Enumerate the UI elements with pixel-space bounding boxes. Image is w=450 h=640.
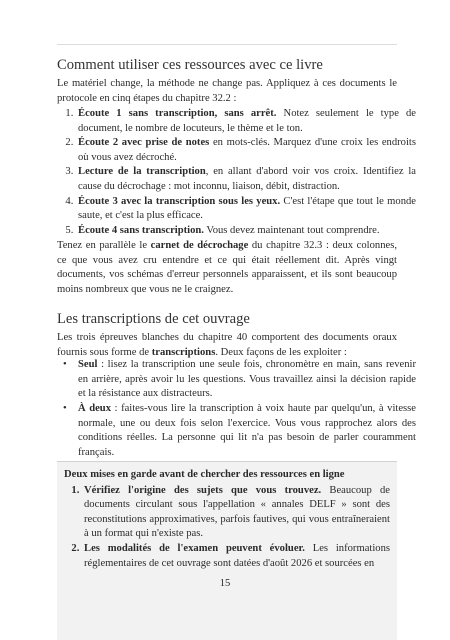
- step-item: 5. Écoute 4 sans transcription. Vous devez maintenant tout comprendre.: [76, 224, 416, 239]
- notebook-paragraph: Tenez en parallèle le carnet de décrochage du chapitre 32.3 : deux colonnes, ce que vous avez cru entendre et ce qui était réellement dit. Après vingt documents, vos schémas d'erreur personnels apparaissent, et ils sont beaucoup moins nombreux que vous ne le craignez.: [57, 240, 397, 295]
- top-rule: [57, 44, 397, 45]
- bullet-icon: •: [63, 403, 67, 415]
- page-number: 15: [219, 578, 231, 589]
- warning-box-title: Deux mises en garde avant de chercher des ressources en ligne: [64, 469, 345, 480]
- transcriptions-intro: Les trois épreuves blanches du chapitre 40 comportent des documents oraux fournis sous forme de transcriptions. Deux façons de les exploiter :: [57, 332, 397, 358]
- warning-item: 2. Les modalités de l'examen peuvent évoluer. Les informations réglementaires de cet ouvrage sont datées d'août 2026 et sourcées en: [82, 542, 390, 571]
- steps-list: [57, 107, 416, 238]
- usage-list: [57, 358, 416, 461]
- list-item: • À deux : faites-vous lire la transcription à voix haute par quelqu'un, à vitesse normale, une ou deux fois selon l'exercice. Vous vous rapprochez alors des conditions réelles. La personne qui lit n'a pas besoin de parler couramment français.: [63, 403, 416, 459]
- intro-paragraph: Le matériel change, la méthode ne change pas. Appliquez à ces documents le protocole en cinq étapes du chapitre 32.2 :: [57, 78, 397, 104]
- step-item: 4. Écoute 3 avec la transcription sous les yeux. C'est l'étape que tout le monde saute, et c'est la plus efficace.: [76, 195, 416, 224]
- step-item: 1. Écoute 1 sans transcription, sans arrêt. Notez seulement le type de document, le nombre de locuteurs, le thème et le ton.: [76, 107, 416, 136]
- warning-item: 1. Vérifiez l'origine des sujets que vous trouvez. Beaucoup de documents circulant sous l'appellation « annales DELF » sont des reconstitutions approximatives, parfois fautives, qui vous entraîneraient à un format qui n'existe pas.: [82, 484, 390, 542]
- bullet-icon: •: [63, 359, 67, 370]
- step-item: 2. Écoute 2 avec prise de notes en mots-clés. Marquez d'une croix les endroits où vous avez décroché.: [76, 136, 416, 165]
- warning-box: [57, 461, 397, 640]
- warning-list: [57, 484, 397, 572]
- list-item: • Seul : lisez la transcription une seule fois, chronomètre en main, sans revenir en arrière, après avoir lu les questions. Vous travaillez ainsi la décision rapide et la résistance aux distracteurs.: [63, 359, 416, 400]
- section-heading-transcriptions: Les transcriptions de cet ouvrage: [57, 311, 250, 327]
- section-heading-resources: Comment utiliser ces ressources avec ce livre: [57, 57, 323, 73]
- step-item: 3. Lecture de la transcription, en allant d'abord voir vos croix. Identifiez la cause du décrochage : mot inconnu, liaison, débit, distraction.: [76, 165, 416, 194]
